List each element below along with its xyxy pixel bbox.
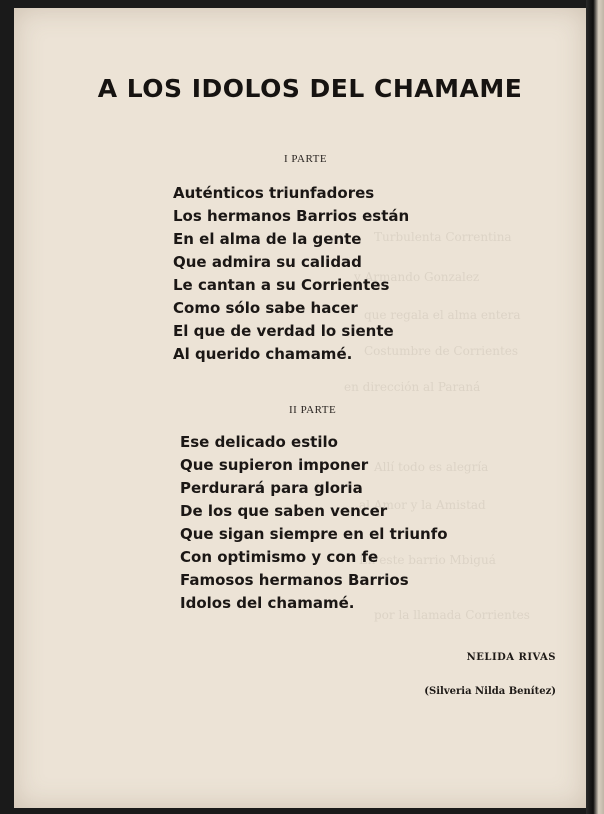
verse-line: En el alma de la gente <box>173 230 362 248</box>
verse-line: Le cantan a su Corrientes <box>173 276 390 294</box>
book-spine-edge <box>586 0 604 814</box>
verse-line: Al querido chamamé. <box>173 345 353 363</box>
verse-line: Como sólo sabe hacer <box>173 299 358 317</box>
stanza-part-one <box>173 182 409 366</box>
verse-line: Auténticos triunfadores <box>173 184 375 202</box>
verse-line: Que sigan siempre en el triunfo <box>180 525 448 543</box>
verse-line: Perdurará para gloria <box>180 479 363 497</box>
verse-line: Con optimismo y con fe <box>180 548 379 566</box>
verse-line: Famosos hermanos Barrios <box>180 571 409 589</box>
part-one-heading: I PARTE <box>284 153 328 165</box>
verse-line: Los hermanos Barrios están <box>173 207 410 225</box>
verse-line: Ese delicado estilo <box>180 433 338 451</box>
stanza-part-two <box>180 431 448 615</box>
poem-title: A LOS IDOLOS DEL CHAMAME <box>97 74 523 103</box>
part-two-heading: II PARTE <box>289 404 337 416</box>
author-real-name: (Silveria Nilda Benítez) <box>424 686 556 697</box>
verse-line: Que admira su calidad <box>173 253 362 271</box>
verse-line: De los que saben vencer <box>180 502 388 520</box>
verse-line: El que de verdad lo siente <box>173 322 394 340</box>
author-name: NELIDA RIVAS <box>466 652 556 663</box>
verse-line: Que supieron imponer <box>180 456 369 474</box>
verse-line: Idolos del chamamé. <box>180 594 355 612</box>
